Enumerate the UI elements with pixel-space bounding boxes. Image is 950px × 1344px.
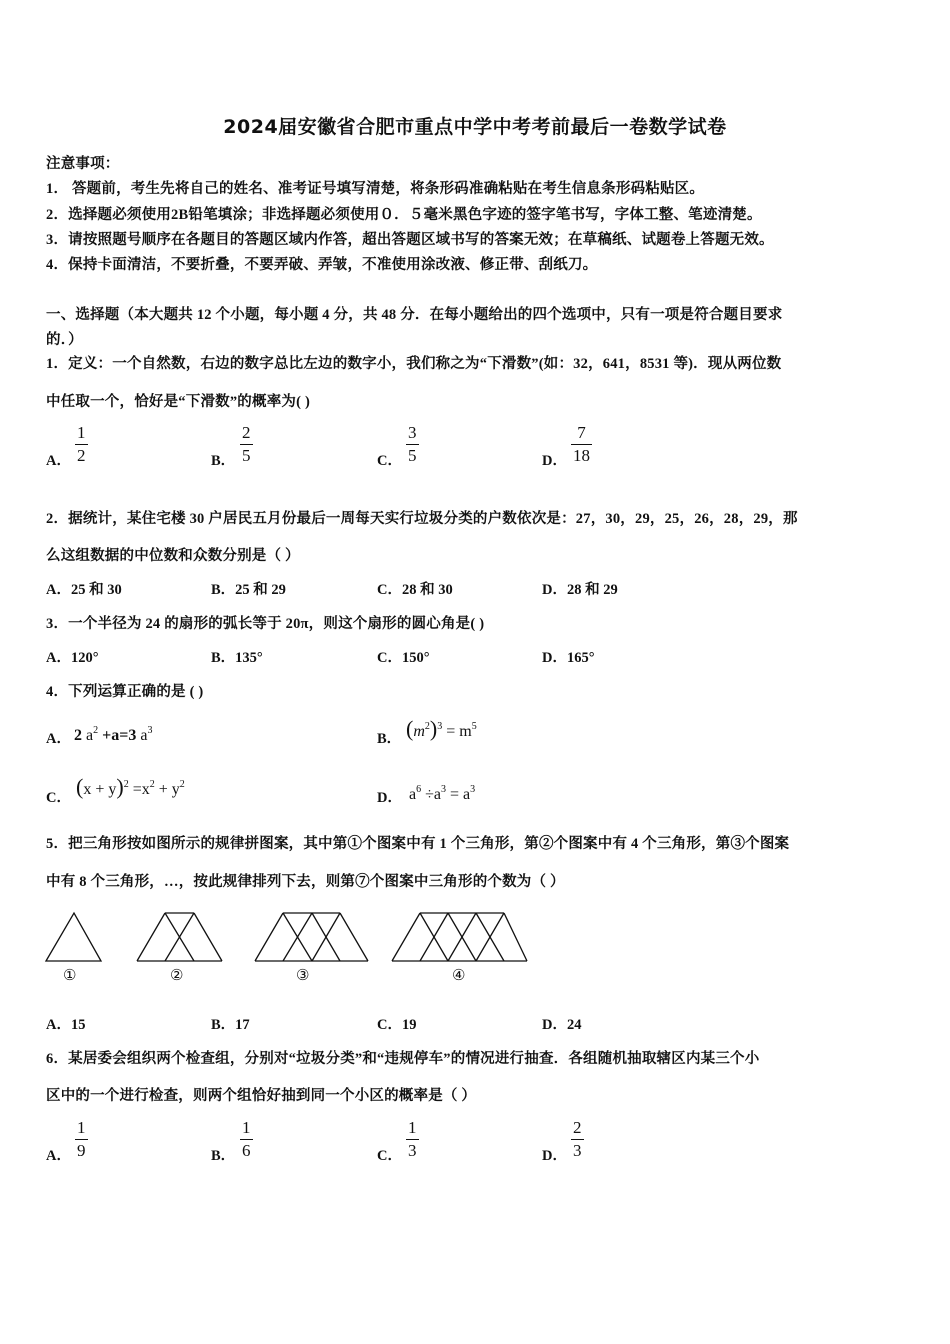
denominator: 5 xyxy=(242,446,251,465)
q5-stem-line1: 5．把三角形按如图所示的规律拼图案，其中第①个图案中有 1 个三角形，第②个图案中有 4 个三角形，第③个图案 xyxy=(46,836,790,852)
q2-option-d: D．28 和 29 xyxy=(542,582,618,598)
base-a: a xyxy=(140,727,148,744)
page-title: 2024届安徽省合肥市重点中学中考考前最后一卷数学试卷 xyxy=(223,116,727,138)
numerator: 3 xyxy=(408,423,417,442)
q2-stem-line2: 么这组数据的中位数和众数分别是（ ） xyxy=(46,548,300,564)
notice-item-4: 4．保持卡面清洁，不要折叠，不要弄破、弄皱，不准使用涂改液、修正带、刮纸刀。 xyxy=(46,257,598,273)
q4-option-d-expression xyxy=(409,784,475,804)
denominator: 3 xyxy=(408,1141,417,1160)
q2-option-c: C．28 和 30 xyxy=(377,582,453,598)
notice-item-1: 1． 答题前，考生先将自己的姓名、准考证号填写清楚，将条形码准确粘贴在考生信息条形码粘贴区。 xyxy=(46,181,705,197)
exponent-inner: 2 xyxy=(424,721,430,732)
q5-figure-3-label: ③ xyxy=(296,968,310,984)
q1-option-b-fraction xyxy=(240,423,253,466)
q1-option-c-fraction xyxy=(406,423,419,466)
q6-option-c-fraction xyxy=(406,1118,419,1161)
q1-stem-line2: 中任取一个，恰好是“下滑数”的概率为( ) xyxy=(46,394,310,410)
q3-option-d: D．165° xyxy=(542,650,595,666)
q5-figure-2 xyxy=(137,912,223,962)
numerator: 1 xyxy=(242,1118,251,1137)
q1-option-d-label: D． xyxy=(542,453,567,469)
exponent: 5 xyxy=(471,721,477,732)
exponent-outer: 3 xyxy=(437,721,443,732)
q3-option-b: B．135° xyxy=(211,650,263,666)
exponent: 2 xyxy=(179,779,185,790)
q6-stem-line2: 区中的一个进行检查，则两个组恰好抽到同一个小区的概率是（ ） xyxy=(46,1088,477,1104)
q1-stem-line1: 1．定义：一个自然数，右边的数字总比左边的数字小，我们称之为“下滑数”(如：32，641，8531 等)．现从两位数 xyxy=(46,356,782,372)
q5-stem-line2: 中有 8 个三角形，…，按此规律排列下去，则第⑦个图案中三角形的个数为（ ） xyxy=(46,874,565,890)
notice-item-3: 3．请按照题号顺序在各题目的答题区域内作答，超出答题区域书写的答案无效；在草稿纸、试题卷上答题无效。 xyxy=(46,232,774,248)
q1-option-a-label: A． xyxy=(46,453,71,469)
q3-stem: 3．一个半径为 24 的扇形的弧长等于 20π，则这个扇形的圆心角是( ) xyxy=(46,616,485,632)
coefficient: 2 xyxy=(74,727,82,744)
numerator: 2 xyxy=(573,1118,582,1137)
q1-option-b-label: B． xyxy=(211,453,236,469)
q4-option-b-expression: $(m^2)^3 = m^5$ xyxy=(406,716,477,741)
q2-stem-line1: 2．据统计，某住宅楼 30 户居民五月份最后一周每天实行垃圾分类的户数依次是：27，30，29，25，26，28，29，那 xyxy=(46,511,798,527)
notice-heading: 注意事项： xyxy=(46,156,120,172)
equals: = xyxy=(446,723,456,740)
q6-option-b-label: B． xyxy=(211,1148,236,1164)
denominator: 3 xyxy=(573,1141,582,1160)
numerator: 1 xyxy=(77,423,86,442)
q6-option-a-fraction xyxy=(75,1118,88,1161)
plus-y: + y xyxy=(158,781,180,798)
q5-option-a: A．15 xyxy=(46,1017,86,1033)
q5-figure-1 xyxy=(46,912,102,962)
denominator: 5 xyxy=(408,446,417,465)
q5-option-c: C．19 xyxy=(377,1017,417,1033)
numerator: 1 xyxy=(408,1118,417,1137)
numerator: 2 xyxy=(242,423,251,442)
rhs-base: m xyxy=(459,723,472,740)
q5-figure-3 xyxy=(255,912,369,962)
equals-x: =x xyxy=(132,781,150,798)
denominator: 2 xyxy=(77,446,86,465)
q6-option-b-fraction xyxy=(240,1118,253,1161)
q6-option-c-label: C． xyxy=(377,1148,402,1164)
q1-option-a-fraction xyxy=(75,423,88,466)
notice-item-2: 2．选择题必须使用2B铅笔填涂；非选择题必须使用０．５毫米黑色字迹的签字笔书写，字体工整、笔迹清楚。 xyxy=(46,207,762,223)
denominator: 18 xyxy=(573,446,590,465)
numerator: 7 xyxy=(577,423,586,442)
q5-option-b: B．17 xyxy=(211,1017,250,1033)
exponent: 2 xyxy=(149,779,155,790)
base-a: a xyxy=(409,786,417,803)
q4-stem: 4．下列运算正确的是 ( ) xyxy=(46,684,204,700)
q5-figure-4-label: ④ xyxy=(452,968,466,984)
divide-a: ÷a xyxy=(425,786,441,803)
q3-option-a: A．120° xyxy=(46,650,99,666)
q5-figure-2-label: ② xyxy=(170,968,184,984)
exponent: 2 xyxy=(93,725,99,736)
middle-term: +a=3 xyxy=(102,727,137,744)
exponent: 6 xyxy=(416,784,422,795)
denominator: 6 xyxy=(242,1141,251,1160)
q5-figure-1-label: ① xyxy=(63,968,77,984)
exponent: 3 xyxy=(470,784,476,795)
base-a: a xyxy=(86,727,94,744)
lhs-sum: x + y xyxy=(83,781,117,798)
q5-figure-4 xyxy=(392,912,528,962)
q4-option-b-label: B． xyxy=(377,731,402,747)
denominator: 9 xyxy=(77,1141,86,1160)
q5-option-d: D．24 xyxy=(542,1017,582,1033)
q6-stem-line1: 6．某居委会组织两个检查组，分别对“垃圾分类”和“违规停车”的情况进行抽查．各组随机抽取辖区内某三个小 xyxy=(46,1051,760,1067)
q2-option-a: A．25 和 30 xyxy=(46,582,122,598)
q6-option-a-label: A． xyxy=(46,1148,71,1164)
exponent: 3 xyxy=(147,725,153,736)
equals-a: = a xyxy=(450,786,471,803)
q4-option-a-expression xyxy=(74,725,152,745)
q1-option-d-fraction xyxy=(571,423,592,466)
q6-option-d-fraction xyxy=(571,1118,584,1161)
q4-option-c-expression: $(x + y)^2 =x^2 + y^2$ xyxy=(76,774,185,799)
section-heading-line2: 的．） xyxy=(46,332,83,348)
section-heading-line1: 一、选择题（本大题共 12 个小题，每小题 4 分，共 48 分．在每小题给出的四个选项中，只有一项是符合题目要求 xyxy=(46,307,783,323)
exponent: 3 xyxy=(441,784,446,795)
base-m: m xyxy=(413,723,425,740)
q6-option-d-label: D． xyxy=(542,1148,567,1164)
q4-option-c-label: C． xyxy=(46,790,71,806)
q4-option-a-label: A． xyxy=(46,731,71,747)
numerator: 1 xyxy=(77,1118,86,1137)
q1-option-c-label: C． xyxy=(377,453,402,469)
exponent-outer: 2 xyxy=(123,779,129,790)
q4-option-d-label: D． xyxy=(377,790,402,806)
q3-option-c: C．150° xyxy=(377,650,430,666)
q2-option-b: B．25 和 29 xyxy=(211,582,286,598)
